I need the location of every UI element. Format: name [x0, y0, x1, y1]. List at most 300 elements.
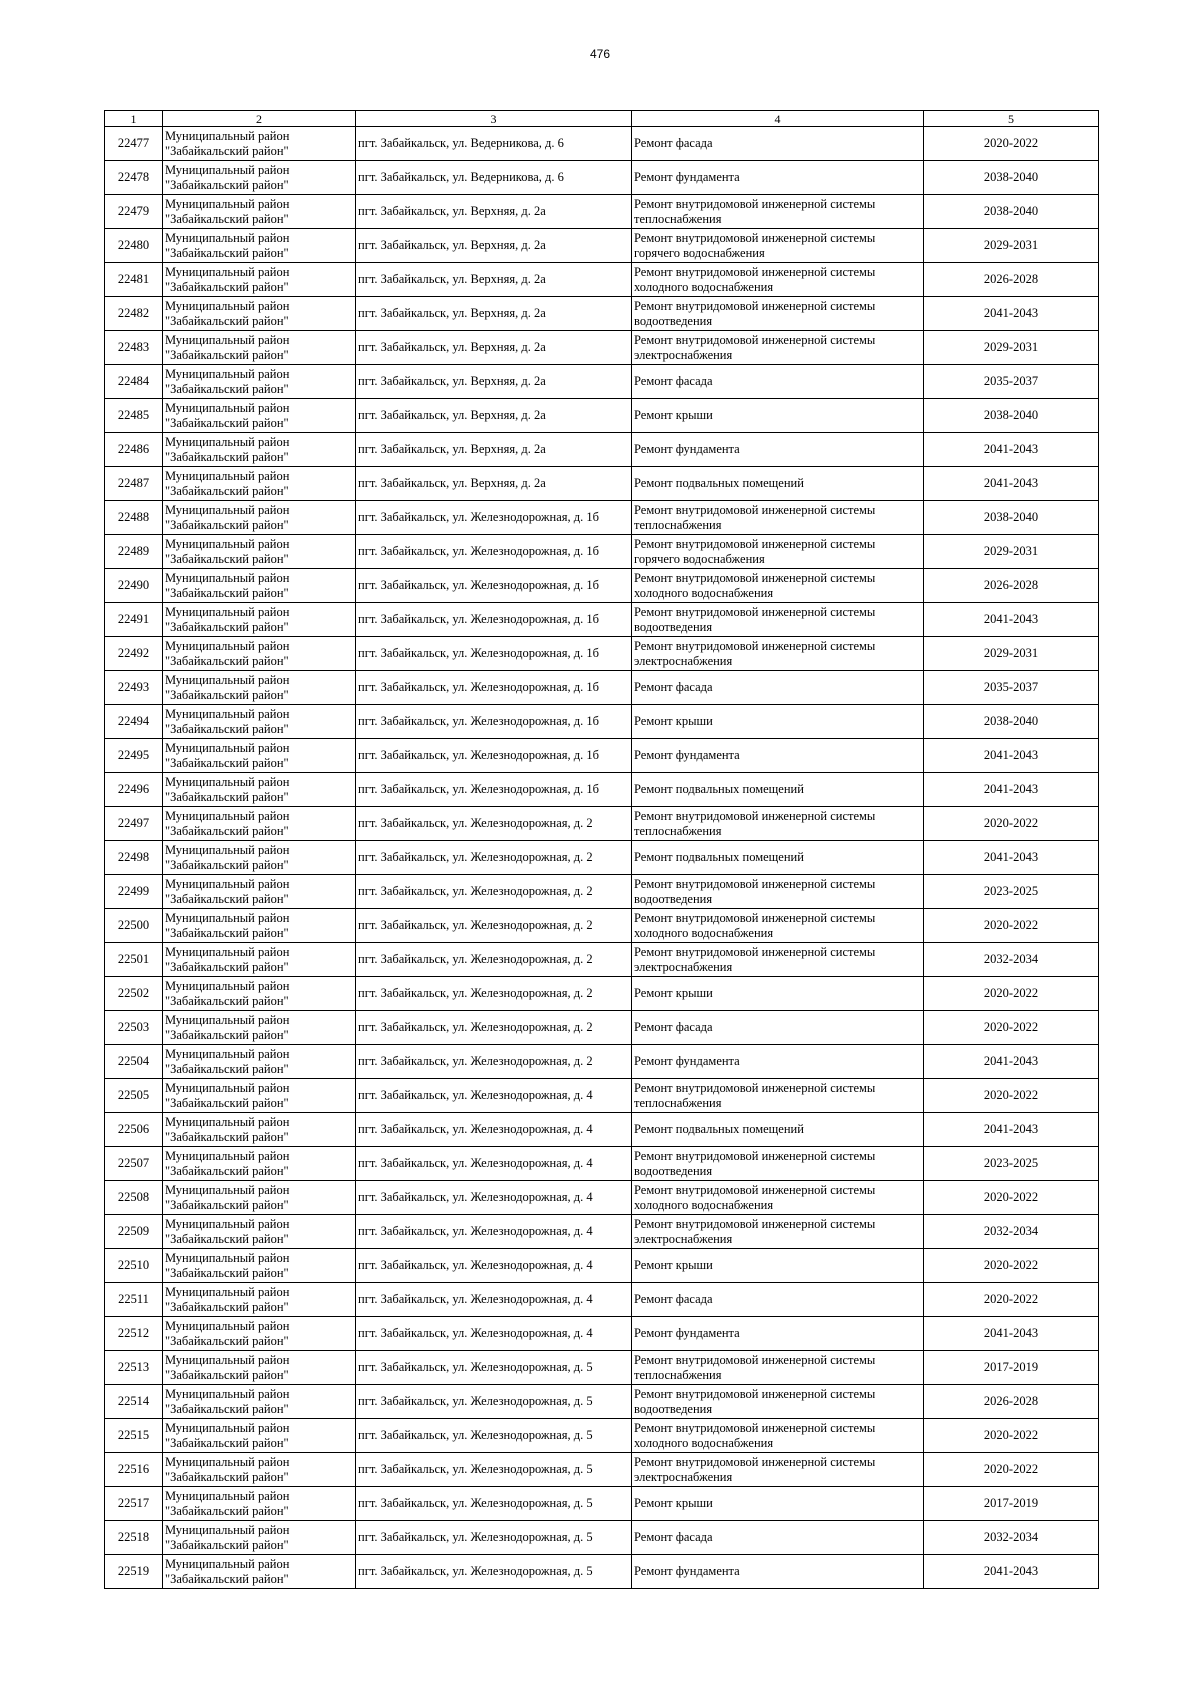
column-header-1: 1 — [105, 111, 163, 127]
municipality-cell — [163, 1487, 356, 1521]
municipality-cell — [163, 1351, 356, 1385]
period-cell: 2041-2043 — [924, 297, 1099, 331]
municipality-line: Муниципальный район — [165, 1318, 290, 1333]
municipality-line: "Забайкальский район" — [165, 1299, 289, 1314]
work-type-line: Ремонт внутридомовой инженерной системы — [634, 1148, 876, 1163]
work-type-line: холодного водоснабжения — [634, 925, 774, 940]
work-type-cell — [632, 1555, 924, 1589]
table-row — [105, 671, 1099, 705]
municipality-cell — [163, 229, 356, 263]
period-cell: 2020-2022 — [924, 1249, 1099, 1283]
period-cell: 2020-2022 — [924, 977, 1099, 1011]
row-number-cell: 22511 — [105, 1283, 163, 1317]
row-number-cell: 22477 — [105, 127, 163, 161]
municipality-line: "Забайкальский район" — [165, 1469, 289, 1484]
address-cell: пгт. Забайкальск, ул. Ведерникова, д. 6 — [356, 161, 632, 195]
row-number-cell: 22484 — [105, 365, 163, 399]
work-type-cell — [632, 467, 924, 501]
municipality-line: Муниципальный район — [165, 876, 290, 891]
work-type-cell — [632, 331, 924, 365]
work-type-line: Ремонт подвальных помещений — [634, 476, 804, 490]
period-cell: 2020-2022 — [924, 909, 1099, 943]
municipality-cell — [163, 127, 356, 161]
address-cell: пгт. Забайкальск, ул. Железнодорожная, д. 5 — [356, 1521, 632, 1555]
municipality-line: Муниципальный район — [165, 740, 290, 755]
work-type-line: холодного водоснабжения — [634, 1435, 774, 1450]
municipality-line: "Забайкальский район" — [165, 143, 289, 158]
table-row — [105, 297, 1099, 331]
address-cell: пгт. Забайкальск, ул. Железнодорожная, д. 4 — [356, 1113, 632, 1147]
table-row — [105, 569, 1099, 603]
period-cell: 2029-2031 — [924, 535, 1099, 569]
municipality-cell — [163, 1317, 356, 1351]
work-type-cell — [632, 773, 924, 807]
municipality-line: "Забайкальский район" — [165, 823, 289, 838]
municipality-line: "Забайкальский район" — [165, 585, 289, 600]
work-type-line: Ремонт внутридомовой инженерной системы — [634, 570, 876, 585]
municipality-line: "Забайкальский район" — [165, 449, 289, 464]
row-number-cell: 22480 — [105, 229, 163, 263]
municipality-line: "Забайкальский район" — [165, 1265, 289, 1280]
work-type-line: водоотведения — [634, 1163, 713, 1178]
period-cell: 2020-2022 — [924, 1453, 1099, 1487]
row-number-cell: 22497 — [105, 807, 163, 841]
table-row — [105, 977, 1099, 1011]
work-type-cell — [632, 569, 924, 603]
municipality-line: Муниципальный район — [165, 1148, 290, 1163]
address-cell: пгт. Забайкальск, ул. Верхняя, д. 2а — [356, 297, 632, 331]
period-cell: 2020-2022 — [924, 1283, 1099, 1317]
address-cell: пгт. Забайкальск, ул. Железнодорожная, д. 4 — [356, 1249, 632, 1283]
work-type-cell — [632, 229, 924, 263]
work-type-line: электроснабжения — [634, 1469, 733, 1484]
municipality-line: Муниципальный район — [165, 1386, 290, 1401]
work-type-line: Ремонт подвальных помещений — [634, 782, 804, 796]
address-cell: пгт. Забайкальск, ул. Железнодорожная, д. 1б — [356, 637, 632, 671]
work-type-line: Ремонт внутридомовой инженерной системы — [634, 1182, 876, 1197]
municipality-cell — [163, 1011, 356, 1045]
municipality-line: "Забайкальский район" — [165, 517, 289, 532]
address-cell: пгт. Забайкальск, ул. Железнодорожная, д. 1б — [356, 603, 632, 637]
municipality-line: "Забайкальский район" — [165, 1027, 289, 1042]
address-cell: пгт. Забайкальск, ул. Железнодорожная, д. 4 — [356, 1283, 632, 1317]
municipality-line: "Забайкальский район" — [165, 857, 289, 872]
row-number-cell: 22518 — [105, 1521, 163, 1555]
address-cell: пгт. Забайкальск, ул. Верхняя, д. 2а — [356, 229, 632, 263]
table-row — [105, 1317, 1099, 1351]
work-type-line: холодного водоснабжения — [634, 279, 774, 294]
row-number-cell: 22498 — [105, 841, 163, 875]
work-type-line: Ремонт крыши — [634, 714, 713, 728]
row-number-cell: 22507 — [105, 1147, 163, 1181]
municipality-cell — [163, 1181, 356, 1215]
municipality-cell — [163, 1555, 356, 1589]
municipality-line: Муниципальный район — [165, 808, 290, 823]
work-type-line: Ремонт крыши — [634, 1258, 713, 1272]
work-type-cell — [632, 501, 924, 535]
row-number-cell: 22486 — [105, 433, 163, 467]
municipality-line: Муниципальный район — [165, 400, 290, 415]
municipality-line: Муниципальный район — [165, 1556, 290, 1571]
row-number-cell: 22493 — [105, 671, 163, 705]
address-cell: пгт. Забайкальск, ул. Железнодорожная, д. 1б — [356, 671, 632, 705]
address-cell: пгт. Забайкальск, ул. Железнодорожная, д. 4 — [356, 1181, 632, 1215]
municipality-line: "Забайкальский район" — [165, 925, 289, 940]
table-row — [105, 841, 1099, 875]
work-type-line: водоотведения — [634, 619, 713, 634]
municipality-line: Муниципальный район — [165, 638, 290, 653]
table-body — [105, 127, 1099, 1589]
municipality-line: Муниципальный район — [165, 332, 290, 347]
column-header-3: 3 — [356, 111, 632, 127]
period-cell: 2035-2037 — [924, 365, 1099, 399]
municipality-line: "Забайкальский район" — [165, 891, 289, 906]
municipality-cell — [163, 467, 356, 501]
municipality-cell — [163, 1215, 356, 1249]
work-type-line: Ремонт внутридомовой инженерной системы — [634, 808, 876, 823]
work-type-cell — [632, 1351, 924, 1385]
work-type-line: Ремонт внутридомовой инженерной системы — [634, 604, 876, 619]
work-type-cell — [632, 1419, 924, 1453]
row-number-cell: 22487 — [105, 467, 163, 501]
row-number-cell: 22492 — [105, 637, 163, 671]
row-number-cell: 22488 — [105, 501, 163, 535]
row-number-cell: 22506 — [105, 1113, 163, 1147]
municipality-cell — [163, 1385, 356, 1419]
work-type-cell — [632, 399, 924, 433]
table-row — [105, 773, 1099, 807]
municipality-cell — [163, 1419, 356, 1453]
period-cell: 2020-2022 — [924, 1011, 1099, 1045]
municipality-line: "Забайкальский район" — [165, 993, 289, 1008]
municipality-line: Муниципальный район — [165, 1046, 290, 1061]
address-cell: пгт. Забайкальск, ул. Железнодорожная, д. 1б — [356, 705, 632, 739]
row-number-cell: 22485 — [105, 399, 163, 433]
work-type-cell — [632, 1011, 924, 1045]
work-type-cell — [632, 603, 924, 637]
municipality-line: "Забайкальский район" — [165, 1061, 289, 1076]
table-row — [105, 1385, 1099, 1419]
municipality-cell — [163, 739, 356, 773]
address-cell: пгт. Забайкальск, ул. Железнодорожная, д. 2 — [356, 909, 632, 943]
municipality-cell — [163, 1045, 356, 1079]
work-type-line: Ремонт внутридомовой инженерной системы — [634, 502, 876, 517]
work-type-line: Ремонт внутридомовой инженерной системы — [634, 196, 876, 211]
address-cell: пгт. Забайкальск, ул. Железнодорожная, д. 5 — [356, 1385, 632, 1419]
municipality-line: "Забайкальский район" — [165, 721, 289, 736]
work-type-line: водоотведения — [634, 313, 713, 328]
table-row — [105, 365, 1099, 399]
table-row — [105, 943, 1099, 977]
municipality-cell — [163, 569, 356, 603]
work-type-line: Ремонт внутридомовой инженерной системы — [634, 1216, 876, 1231]
table-row — [105, 1113, 1099, 1147]
address-cell: пгт. Забайкальск, ул. Верхняя, д. 2а — [356, 433, 632, 467]
table-row — [105, 1419, 1099, 1453]
municipality-line: "Забайкальский район" — [165, 1503, 289, 1518]
work-type-line: Ремонт внутридомовой инженерной системы — [634, 1420, 876, 1435]
work-type-cell — [632, 1079, 924, 1113]
address-cell: пгт. Забайкальск, ул. Верхняя, д. 2а — [356, 365, 632, 399]
address-cell: пгт. Забайкальск, ул. Железнодорожная, д. 1б — [356, 501, 632, 535]
municipality-line: "Забайкальский район" — [165, 347, 289, 362]
period-cell: 2023-2025 — [924, 875, 1099, 909]
municipality-cell — [163, 365, 356, 399]
work-type-line: электроснабжения — [634, 959, 733, 974]
table-header — [105, 111, 1099, 127]
period-cell: 2026-2028 — [924, 569, 1099, 603]
municipality-line: "Забайкальский район" — [165, 177, 289, 192]
work-type-line: холодного водоснабжения — [634, 1197, 774, 1212]
address-cell: пгт. Забайкальск, ул. Железнодорожная, д. 1б — [356, 739, 632, 773]
period-cell: 2032-2034 — [924, 943, 1099, 977]
period-cell: 2041-2043 — [924, 1317, 1099, 1351]
municipality-cell — [163, 1283, 356, 1317]
address-cell: пгт. Забайкальск, ул. Железнодорожная, д. 2 — [356, 841, 632, 875]
table-row — [105, 127, 1099, 161]
table-row — [105, 161, 1099, 195]
address-cell: пгт. Забайкальск, ул. Железнодорожная, д. 2 — [356, 1011, 632, 1045]
table-row — [105, 807, 1099, 841]
work-type-line: электроснабжения — [634, 653, 733, 668]
municipality-cell — [163, 501, 356, 535]
work-type-line: Ремонт внутридомовой инженерной системы — [634, 1454, 876, 1469]
municipality-cell — [163, 195, 356, 229]
municipality-line: "Забайкальский район" — [165, 245, 289, 260]
table-row — [105, 1045, 1099, 1079]
work-type-cell — [632, 365, 924, 399]
work-type-cell — [632, 433, 924, 467]
table-row — [105, 501, 1099, 535]
row-number-cell: 22513 — [105, 1351, 163, 1385]
row-number-cell: 22479 — [105, 195, 163, 229]
table-row — [105, 1249, 1099, 1283]
period-cell: 2041-2043 — [924, 433, 1099, 467]
period-cell: 2017-2019 — [924, 1351, 1099, 1385]
row-number-cell: 22515 — [105, 1419, 163, 1453]
table-row — [105, 637, 1099, 671]
work-type-cell — [632, 263, 924, 297]
table-row — [105, 705, 1099, 739]
municipality-cell — [163, 297, 356, 331]
table-row — [105, 1521, 1099, 1555]
work-type-cell — [632, 1113, 924, 1147]
period-cell: 2038-2040 — [924, 195, 1099, 229]
address-cell: пгт. Забайкальск, ул. Железнодорожная, д. 5 — [356, 1453, 632, 1487]
work-type-line: Ремонт внутридомовой инженерной системы — [634, 1352, 876, 1367]
period-cell: 2020-2022 — [924, 1419, 1099, 1453]
municipality-line: Муниципальный район — [165, 1488, 290, 1503]
table-row — [105, 331, 1099, 365]
period-cell: 2017-2019 — [924, 1487, 1099, 1521]
work-type-line: теплоснабжения — [634, 823, 722, 838]
work-type-line: электроснабжения — [634, 1231, 733, 1246]
row-number-cell: 22482 — [105, 297, 163, 331]
table-row — [105, 1283, 1099, 1317]
municipality-line: "Забайкальский район" — [165, 1537, 289, 1552]
table-row — [105, 739, 1099, 773]
municipality-cell — [163, 1147, 356, 1181]
work-type-cell — [632, 705, 924, 739]
work-type-cell — [632, 1385, 924, 1419]
period-cell: 2029-2031 — [924, 331, 1099, 365]
municipality-line: "Забайкальский район" — [165, 1333, 289, 1348]
address-cell: пгт. Забайкальск, ул. Железнодорожная, д. 5 — [356, 1487, 632, 1521]
period-cell: 2029-2031 — [924, 229, 1099, 263]
municipality-line: "Забайкальский район" — [165, 415, 289, 430]
row-number-cell: 22504 — [105, 1045, 163, 1079]
header-row — [105, 111, 1099, 127]
work-type-line: Ремонт внутридомовой инженерной системы — [634, 264, 876, 279]
period-cell: 2020-2022 — [924, 807, 1099, 841]
municipality-line: Муниципальный район — [165, 366, 290, 381]
table-row — [105, 1147, 1099, 1181]
row-number-cell: 22491 — [105, 603, 163, 637]
municipality-cell — [163, 331, 356, 365]
municipality-line: Муниципальный район — [165, 1352, 290, 1367]
period-cell: 2020-2022 — [924, 127, 1099, 161]
work-type-line: горячего водоснабжения — [634, 551, 765, 566]
work-type-line: Ремонт фасада — [634, 680, 713, 694]
work-type-line: водоотведения — [634, 1401, 713, 1416]
work-type-cell — [632, 1215, 924, 1249]
municipality-line: Муниципальный район — [165, 230, 290, 245]
municipality-line: "Забайкальский район" — [165, 1095, 289, 1110]
address-cell: пгт. Забайкальск, ул. Железнодорожная, д. 4 — [356, 1147, 632, 1181]
municipality-cell — [163, 943, 356, 977]
municipality-cell — [163, 535, 356, 569]
municipality-line: Муниципальный район — [165, 502, 290, 517]
row-number-cell: 22490 — [105, 569, 163, 603]
address-cell: пгт. Забайкальск, ул. Железнодорожная, д. 5 — [356, 1419, 632, 1453]
municipality-line: "Забайкальский район" — [165, 1435, 289, 1450]
period-cell: 2041-2043 — [924, 603, 1099, 637]
municipality-line: "Забайкальский район" — [165, 755, 289, 770]
row-number-cell: 22483 — [105, 331, 163, 365]
period-cell: 2032-2034 — [924, 1215, 1099, 1249]
municipality-cell — [163, 773, 356, 807]
municipality-line: "Забайкальский район" — [165, 551, 289, 566]
work-type-cell — [632, 195, 924, 229]
municipality-cell — [163, 637, 356, 671]
work-type-line: Ремонт фундамента — [634, 442, 740, 456]
work-type-line: Ремонт внутридомовой инженерной системы — [634, 1386, 876, 1401]
address-cell: пгт. Забайкальск, ул. Верхняя, д. 2а — [356, 467, 632, 501]
work-type-cell — [632, 1487, 924, 1521]
table-row — [105, 603, 1099, 637]
row-number-cell: 22503 — [105, 1011, 163, 1045]
municipality-cell — [163, 841, 356, 875]
address-cell: пгт. Забайкальск, ул. Ведерникова, д. 6 — [356, 127, 632, 161]
municipality-line: Муниципальный район — [165, 536, 290, 551]
work-type-cell — [632, 1045, 924, 1079]
address-cell: пгт. Забайкальск, ул. Верхняя, д. 2а — [356, 399, 632, 433]
municipality-line: "Забайкальский район" — [165, 1163, 289, 1178]
table-row — [105, 1453, 1099, 1487]
work-type-line: Ремонт фундамента — [634, 1564, 740, 1578]
period-cell: 2041-2043 — [924, 467, 1099, 501]
table-row — [105, 1351, 1099, 1385]
municipality-line: Муниципальный район — [165, 1454, 290, 1469]
address-cell: пгт. Забайкальск, ул. Железнодорожная, д. 4 — [356, 1215, 632, 1249]
table-row — [105, 467, 1099, 501]
work-type-line: Ремонт внутридомовой инженерной системы — [634, 230, 876, 245]
work-type-line: Ремонт внутридомовой инженерной системы — [634, 298, 876, 313]
address-cell: пгт. Забайкальск, ул. Железнодорожная, д. 2 — [356, 807, 632, 841]
municipality-line: Муниципальный район — [165, 570, 290, 585]
work-type-cell — [632, 1147, 924, 1181]
address-cell: пгт. Забайкальск, ул. Железнодорожная, д. 5 — [356, 1351, 632, 1385]
row-number-cell: 22496 — [105, 773, 163, 807]
municipality-line: Муниципальный район — [165, 978, 290, 993]
work-type-cell — [632, 977, 924, 1011]
table-row — [105, 535, 1099, 569]
municipality-cell — [163, 875, 356, 909]
period-cell: 2038-2040 — [924, 399, 1099, 433]
address-cell: пгт. Забайкальск, ул. Железнодорожная, д. 1б — [356, 535, 632, 569]
period-cell: 2038-2040 — [924, 161, 1099, 195]
municipality-cell — [163, 263, 356, 297]
period-cell: 2041-2043 — [924, 1045, 1099, 1079]
row-number-cell: 22510 — [105, 1249, 163, 1283]
municipality-line: Муниципальный район — [165, 1182, 290, 1197]
address-cell: пгт. Забайкальск, ул. Железнодорожная, д. 2 — [356, 875, 632, 909]
municipality-line: Муниципальный район — [165, 1216, 290, 1231]
municipality-line: Муниципальный район — [165, 944, 290, 959]
address-cell: пгт. Забайкальск, ул. Верхняя, д. 2а — [356, 263, 632, 297]
row-number-cell: 22516 — [105, 1453, 163, 1487]
period-cell: 2041-2043 — [924, 1555, 1099, 1589]
repair-schedule-table — [104, 110, 1099, 1589]
municipality-line: Муниципальный район — [165, 672, 290, 687]
work-type-line: теплоснабжения — [634, 517, 722, 532]
row-number-cell: 22500 — [105, 909, 163, 943]
municipality-line: "Забайкальский район" — [165, 211, 289, 226]
page-number: 476 — [589, 47, 611, 61]
table-row — [105, 1011, 1099, 1045]
municipality-cell — [163, 705, 356, 739]
address-cell: пгт. Забайкальск, ул. Железнодорожная, д. 2 — [356, 1045, 632, 1079]
work-type-line: Ремонт фундамента — [634, 1326, 740, 1340]
work-type-line: Ремонт фасада — [634, 1292, 713, 1306]
work-type-line: Ремонт внутридомовой инженерной системы — [634, 536, 876, 551]
work-type-cell — [632, 1453, 924, 1487]
table-row — [105, 909, 1099, 943]
table-row — [105, 1555, 1099, 1589]
municipality-line: "Забайкальский район" — [165, 381, 289, 396]
work-type-line: Ремонт фасада — [634, 136, 713, 150]
column-header-4: 4 — [632, 111, 924, 127]
municipality-line: "Забайкальский район" — [165, 1197, 289, 1212]
municipality-line: Муниципальный район — [165, 196, 290, 211]
row-number-cell: 22478 — [105, 161, 163, 195]
municipality-line: Муниципальный район — [165, 434, 290, 449]
work-type-line: Ремонт фундамента — [634, 748, 740, 762]
work-type-cell — [632, 875, 924, 909]
row-number-cell: 22512 — [105, 1317, 163, 1351]
period-cell: 2020-2022 — [924, 1181, 1099, 1215]
period-cell: 2032-2034 — [924, 1521, 1099, 1555]
row-number-cell: 22494 — [105, 705, 163, 739]
address-cell: пгт. Забайкальск, ул. Железнодорожная, д. 5 — [356, 1555, 632, 1589]
address-cell: пгт. Забайкальск, ул. Верхняя, д. 2а — [356, 195, 632, 229]
table-row — [105, 229, 1099, 263]
work-type-line: Ремонт внутридомовой инженерной системы — [634, 876, 876, 891]
row-number-cell: 22519 — [105, 1555, 163, 1589]
work-type-cell — [632, 1249, 924, 1283]
municipality-line: Муниципальный район — [165, 1114, 290, 1129]
municipality-line: "Забайкальский район" — [165, 1129, 289, 1144]
